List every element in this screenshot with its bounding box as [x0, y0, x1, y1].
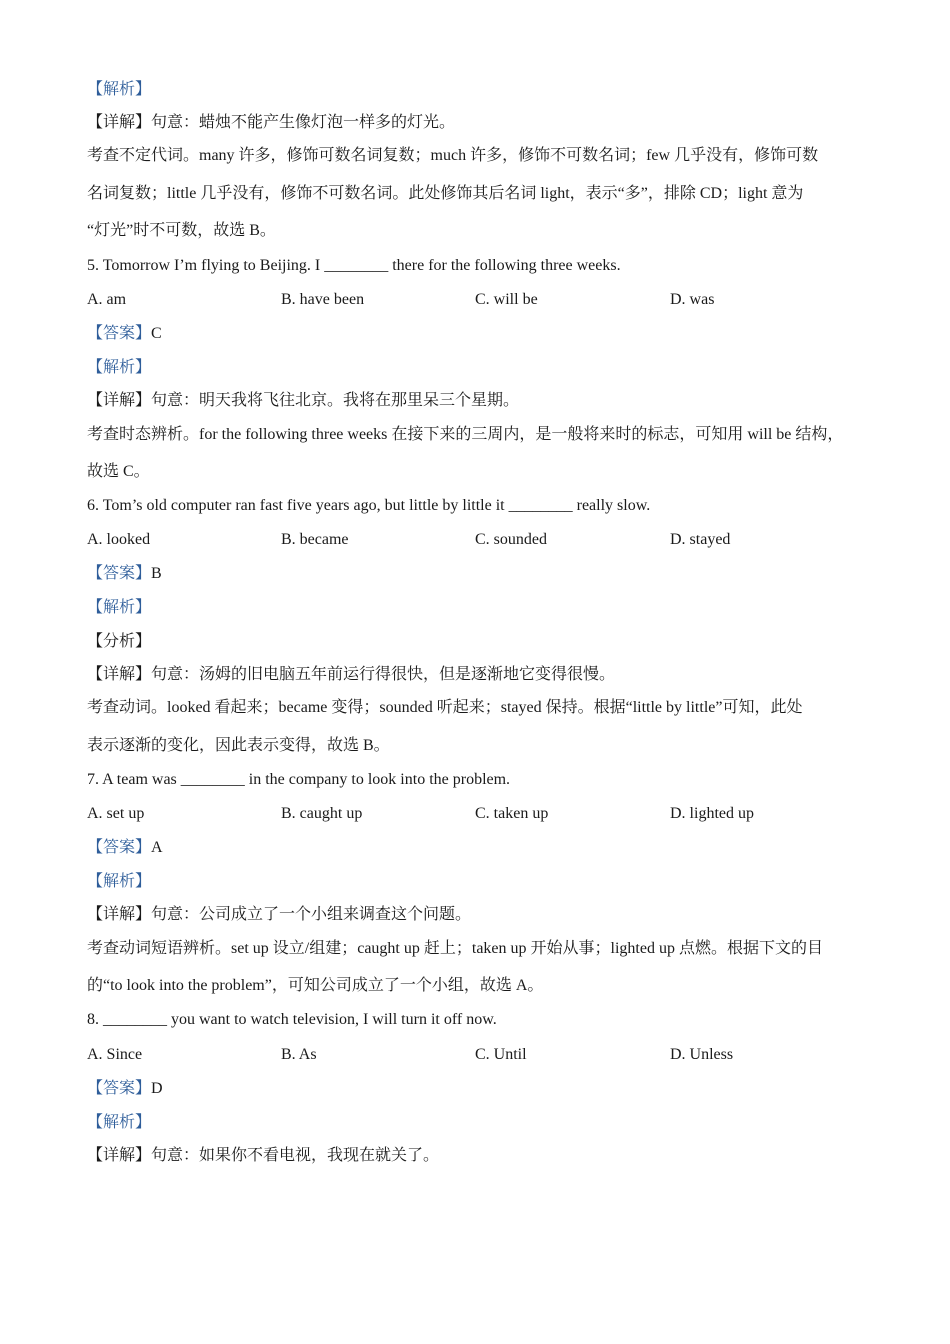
option-c: C. taken up [475, 805, 549, 822]
answer-value: C [151, 325, 162, 342]
analysis-heading [87, 1113, 872, 1133]
detail-line [87, 905, 872, 925]
explanation-text: 考查动词。looked 看起来；became 变得；sounded 听起来；stayed 保持。根据“little by little”可知，此处 [87, 699, 803, 716]
explanation-text: 的“to look into the problem”，可知公司成立了一个小组，故选 A。 [87, 977, 544, 994]
answer-label: 【答案】 [87, 839, 152, 856]
detail-text: 句意：蜡烛不能产生像灯泡一样多的灯光。 [151, 114, 456, 131]
detail-line [87, 665, 872, 685]
explanation-line [87, 976, 872, 996]
explanation-line [87, 184, 872, 204]
explanation-line [87, 698, 872, 718]
answer-label: 【答案】 [87, 565, 152, 582]
analysis-heading [87, 872, 872, 892]
explanation-text: 故选 C。 [87, 463, 150, 480]
option-a: A. looked [87, 531, 151, 548]
explanation-line [87, 939, 872, 959]
question-text: 8. ________ you want to watch television, I will turn it off now. [87, 1011, 497, 1028]
analysis-tag: 【解析】 [87, 873, 152, 890]
detail-line [87, 391, 872, 411]
explanation-text: 考查动词短语辨析。set up 设立/组建；caught up 赶上；taken up 开始从事；lighted up 点燃。根据下文的目 [87, 940, 823, 957]
analysis-heading [87, 80, 872, 100]
explanation-line [87, 146, 872, 166]
option-a: A. set up [87, 805, 145, 822]
analysis-heading [87, 358, 872, 378]
option-a: A. am [87, 291, 127, 308]
question-text: 6. Tom’s old computer ran fast five years ago, but little by little it ________ really slow. [87, 497, 651, 514]
detail-label: 【详解】 [87, 666, 152, 683]
question-text: 5. Tomorrow I’m flying to Beijing. I ________ there for the following three weeks. [87, 257, 621, 274]
analysis-tag: 【解析】 [87, 1114, 152, 1131]
detail-label: 【详解】 [87, 114, 152, 131]
option-a: A. Since [87, 1046, 143, 1063]
answer-line [87, 564, 872, 584]
option-d: D. stayed [670, 531, 731, 548]
detail-text: 句意：汤姆的旧电脑五年前运行得很快，但是逐渐地它变得很慢。 [151, 666, 616, 683]
explanation-text: 考查不定代词。many 许多，修饰可数名词复数；much 许多，修饰不可数名词；few 几乎没有，修饰可数 [87, 147, 819, 164]
answer-line [87, 1079, 872, 1099]
answer-value: A [151, 839, 163, 856]
detail-label: 【详解】 [87, 1147, 152, 1164]
answer-line [87, 838, 872, 858]
option-b: B. caught up [281, 805, 363, 822]
analysis-heading [87, 598, 872, 618]
explanation-text: 考查时态辨析。for the following three weeks 在接下来的三周内，是一般将来时的标志，可知用 will be 结构， [87, 426, 844, 443]
detail-line [87, 1146, 872, 1166]
option-b: B. have been [281, 291, 365, 308]
detail-line [87, 113, 872, 133]
option-d: D. lighted up [670, 805, 754, 822]
option-b: B. became [281, 531, 349, 548]
detail-label: 【详解】 [87, 392, 152, 409]
option-d: D. was [670, 291, 715, 308]
explanation-text: 表示逐渐的变化，因此表示变得，故选 B。 [87, 737, 390, 754]
fenxi-tag: 【分析】 [87, 633, 152, 650]
detail-label: 【详解】 [87, 906, 152, 923]
analysis-tag: 【解析】 [87, 81, 152, 98]
detail-text: 句意：公司成立了一个小组来调查这个问题。 [151, 906, 472, 923]
fenxi-heading [87, 632, 872, 652]
question-stem [87, 770, 872, 790]
answer-value: B [151, 565, 162, 582]
question-stem [87, 496, 872, 516]
option-c: C. Until [475, 1046, 527, 1063]
explanation-line [87, 736, 872, 756]
option-b: B. As [281, 1046, 317, 1063]
answer-line [87, 324, 872, 344]
question-text: 7. A team was ________ in the company to look into the problem. [87, 771, 511, 788]
analysis-tag: 【解析】 [87, 359, 152, 376]
analysis-tag: 【解析】 [87, 599, 152, 616]
explanation-line [87, 462, 872, 482]
answer-value: D [151, 1080, 163, 1097]
option-c: C. will be [475, 291, 538, 308]
detail-text: 句意：如果你不看电视，我现在就关了。 [151, 1147, 440, 1164]
explanation-text: “灯光”时不可数，故选 B。 [87, 222, 276, 239]
question-stem [87, 256, 872, 276]
explanation-text: 名词复数；little 几乎没有，修饰不可数名词。此处修饰其后名词 light，表示“多”，排除 CD；light 意为 [87, 185, 804, 202]
option-d: D. Unless [670, 1046, 734, 1063]
explanation-line [87, 425, 872, 445]
answer-label: 【答案】 [87, 325, 152, 342]
question-stem [87, 1010, 872, 1030]
detail-text: 句意：明天我将飞往北京。我将在那里呆三个星期。 [151, 392, 520, 409]
answer-label: 【答案】 [87, 1080, 152, 1097]
explanation-line [87, 221, 872, 241]
option-c: C. sounded [475, 531, 547, 548]
